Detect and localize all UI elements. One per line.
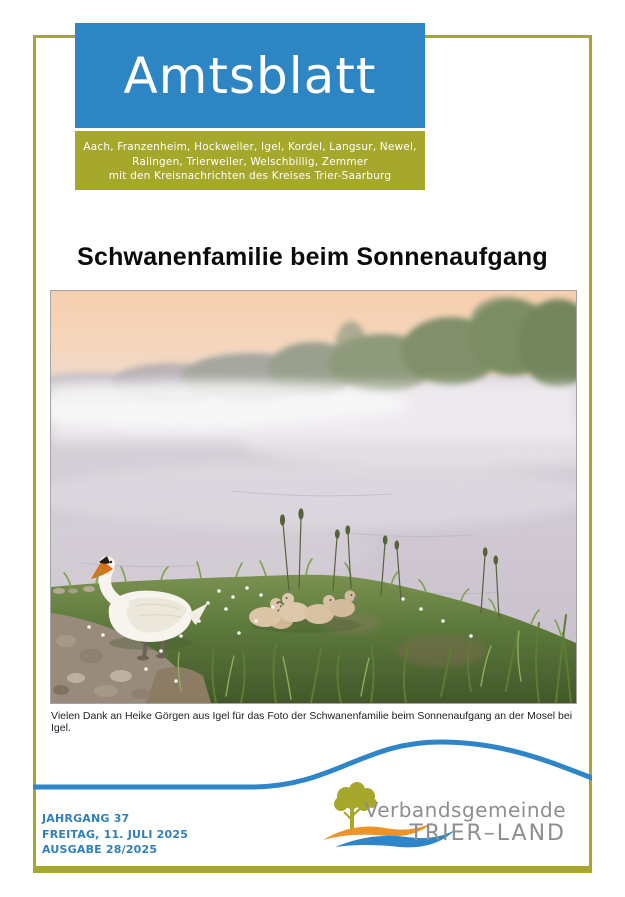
logo-place-line: TRIER–LAND [409, 821, 566, 846]
swan-family-sunrise-illustration [51, 291, 576, 703]
wave-divider [33, 733, 592, 795]
municipality-line-3: mit den Kreisnachrichten des Kreises Trier-Saarburg [108, 170, 392, 182]
vg-logo-text [365, 799, 566, 846]
masthead-title: Amtsblatt [123, 46, 377, 105]
municipality-line-2: Ralingen, Trierweiler, Welschbillig, Zemmer [132, 155, 368, 168]
issue-line-ausgabe: AUSGABE 28/2025 [42, 843, 158, 856]
cover-photo [50, 290, 577, 704]
article-title: Schwanenfamilie beim Sonnenaufgang [77, 243, 548, 271]
wave-line [33, 742, 592, 787]
masthead [75, 23, 425, 128]
issue-line-date: FREITAG, 11. JULI 2025 [42, 827, 189, 841]
issue-line-jahrgang: JAHRGANG 37 [42, 812, 130, 825]
municipality-list [75, 131, 425, 190]
photo-caption: Vielen Dank an Heike Görgen aus Igel für das Foto der Schwanenfamilie beim Sonnenaufgang an der Mosel bei Igel. [51, 710, 573, 734]
issue-info [42, 811, 188, 858]
municipality-line-1: Aach, Franzenheim, Hockweiler, Igel, Kordel, Langsur, Newel, [83, 141, 417, 153]
logo-name-line: Verbandsgemeinde [364, 798, 566, 822]
